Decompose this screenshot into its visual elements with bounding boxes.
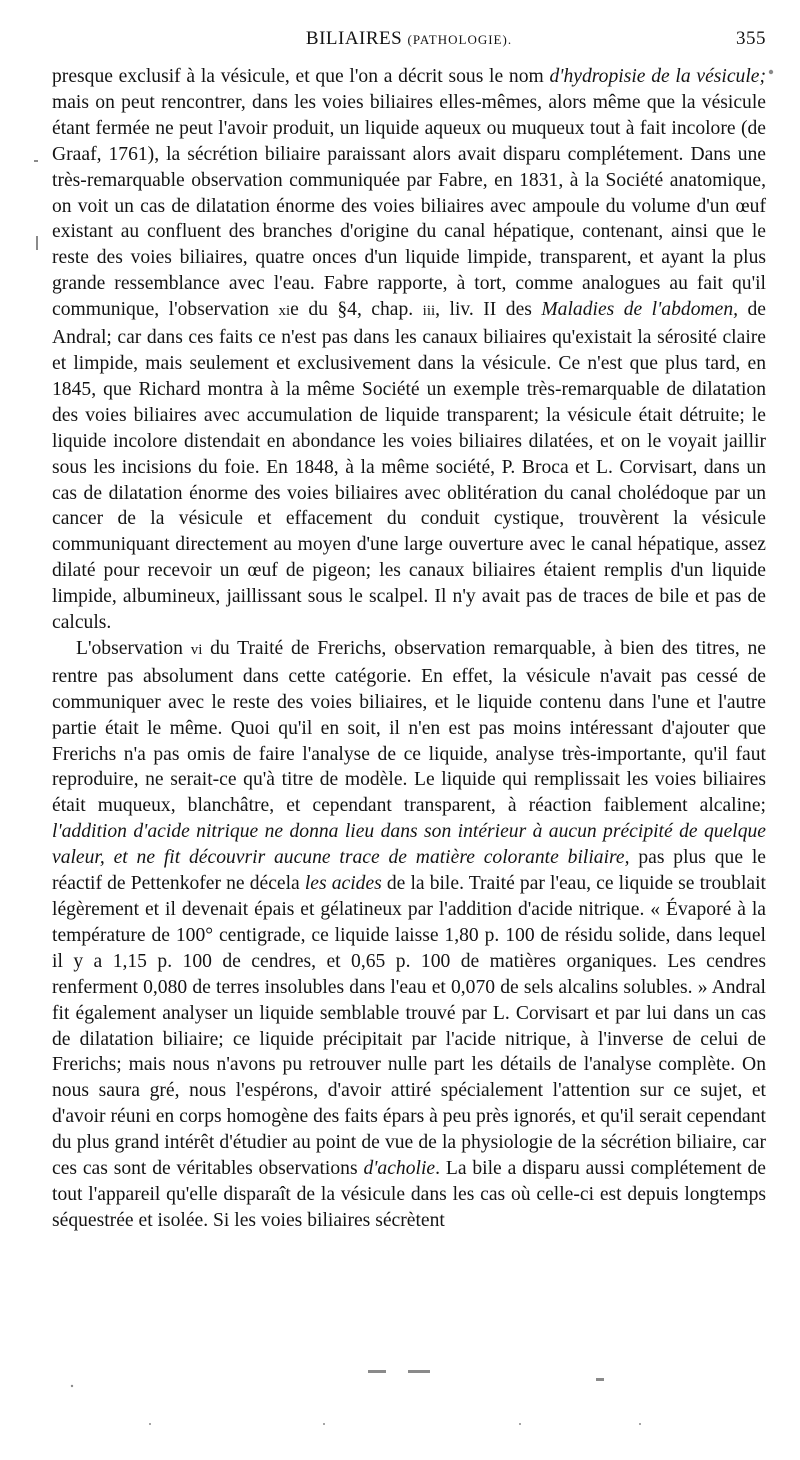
p2-italic-les-acides: les acides (304, 873, 382, 895)
p2-text-2: du Traité de Frerichs, observation remarquable, à bien des titres, ne rentre pas absolument dans cette catégorie. En effet, la vésicule n'avait pas cessé de communiquer avec le reste des voies biliaires, et le liquide contenu dans l'une et l'autre partie était le même. Quoi qu'il en soit, il n'en est pas moins intéressant d'ajouter que Frerichs n'a pas omis de faire l'analyse de ce liquide, analyse très-importante, qu'il faut reproduire, ne serait-ce qu'à titre de modèle. Le liquide qui remplissait les voies biliaires était muqueux, blanchâtre, et cependant transparent, à réaction faiblement alcaline; (52, 637, 766, 817)
scan-speck (639, 1423, 641, 1425)
p2-italic-quotation: l'addition d'acide nitrique ne donna lieu dans son intérieur à aucun précipité de quelque valeur, et ne fit découvrir aucune trace de matière colorante biliaire, (52, 821, 766, 869)
p1-italic-book-title: Maladies de l'abdomen, (541, 299, 739, 321)
p1-roman-numeral-iii: iii (422, 303, 436, 320)
scan-speck (149, 1423, 151, 1425)
running-head-title-main: BILIAIRES (305, 28, 403, 49)
p1-text-4: , liv. II des (435, 299, 542, 321)
scan-speck (71, 1385, 73, 1387)
bleed-through-smudge (596, 1378, 604, 1381)
p2-roman-numeral-vi: vi (190, 641, 203, 658)
running-head (52, 26, 766, 52)
running-head-title-sub: (PATHOLOGIE). (407, 32, 513, 47)
p2-text-3: pas plus que le réactif de Pettenkofer ne décela (52, 847, 766, 895)
scan-speck (519, 1423, 521, 1425)
p2-text-5: . La bile a disparu aussi complétement de tout l'appareil qu'elle disparaît de la vésicule dans les cas où celle-ci est depuis longtemps séquestrée et isolée. Si les voies biliaires sécrètent (52, 1158, 766, 1231)
p1-roman-numeral-xi: xi (278, 303, 291, 320)
p2-text-4: de la bile. Traité par l'eau, ce liquide se troublait légèrement et il devenait épais et gélatineux par l'addition d'acide nitrique. « Évaporé à la température de 100° centigrade, ce liquide laisse 1,80 p. 100 de résidu solide, dans lequel il y a 1,15 p. 100 de cendres, et 0,65 p. 100 de matières organiques. Les cendres renferment 0,080 de terres insolubles dans l'eau et 0,070 de sels alcalins solubles. » Andral fit également analyser un liquide semblable trouvé par L. Corvisart et par lui dans un cas de dilatation biliaire; ce liquide précipitait par l'acide nitrique, à l'inverse de celui de Frerichs; mais nous n'avons pu retrouver nulle part les détails de l'analyse complète. On nous saura gré, nous l'espérons, d'avoir attiré spécialement l'attention sur ce sujet, et d'avoir réuni en corps homogène des faits épars à peu près ignorés, et qu'il serait cependant du plus grand intérêt d'étudier au point de vue de la physiologie de la sécrétion biliaire, car ces cas sont de véritables observations (52, 873, 766, 1180)
body-text (52, 64, 766, 1234)
bleed-through-smudge (408, 1370, 430, 1373)
book-page (52, 26, 766, 1234)
p1-text-5: de Andral; car dans ces faits ce n'est pas dans les canaux biliaires qu'existait la sérosité claire et limpide, mais seulement et exclusivement dans la vésicule. Ce n'est que plus tard, en 1845, que Richard montra à la même Société un exemple très-remarquable de dilatation des voies biliaires avec accumulation de liquide transparent; la vésicule était détruite; le liquide incolore distendait en abondance les voies biliaires dilatées, et on le voyait jaillir sous les incisions du foie. En 1848, à la même société, P. Broca et L. Corvisart, dans un cas de dilatation énorme des voies biliaires avec oblitération du canal cholédoque par un cancer de la vésicule et effacement du conduit cystique, trouvèrent la vésicule communiquant directement au moyen d'une large ouverture avec le canal hépatique, assez dilaté pour recevoir un œuf de pigeon; les canaux biliaires étaient remplis d'un liquide limpide, albumineux, jaillissant sous le scalpel. Il n'y avait pas de traces de bile et pas de calculs. (52, 299, 766, 634)
scan-speck (323, 1423, 325, 1425)
p2-text-1: L'observation (76, 637, 191, 659)
running-head-title (52, 26, 766, 53)
p1-italic-hydropisie: d'hydropisie de la vésicule; (549, 66, 767, 87)
margin-smudge (36, 236, 38, 250)
paragraph-2 (52, 636, 766, 1234)
bleed-through-smudge (368, 1370, 386, 1373)
page-number: 355 (736, 28, 766, 49)
p1-text-1: presque exclusif à la vésicule, et que l'on a décrit sous le nom (52, 66, 550, 87)
scan-speck (769, 70, 773, 74)
p1-text-3: e du §4, chap. (290, 299, 423, 321)
p1-text-2: mais on peut rencontrer, dans les voies biliaires elles-mêmes, alors même que la vésicule étant fermée ne peut l'avoir produit, un liquide aqueux ou muqueux tout à fait incolore (de Graaf, 1761), la sécrétion biliaire paraissant alors avait disparu complétement. Dans une très-remarquable observation communiquée par Fabre, en 1831, à la Société anatomique, on voit un cas de dilatation énorme des voies biliaires avec ampoule du volume d'un œuf existant au confluent des branches d'origine du canal hépatique, contenant, ainsi que le reste des voies biliaires, quatre onces d'un liquide limpide, transparent, et ayant la plus grande ressemblance avec l'eau. Fabre rapporte, à tort, comme analogues au fait qu'il communique, l'observation (52, 91, 766, 321)
paragraph-1 (52, 64, 766, 636)
margin-smudge (34, 160, 38, 162)
p2-italic-acholie: d'acholie (363, 1158, 436, 1180)
